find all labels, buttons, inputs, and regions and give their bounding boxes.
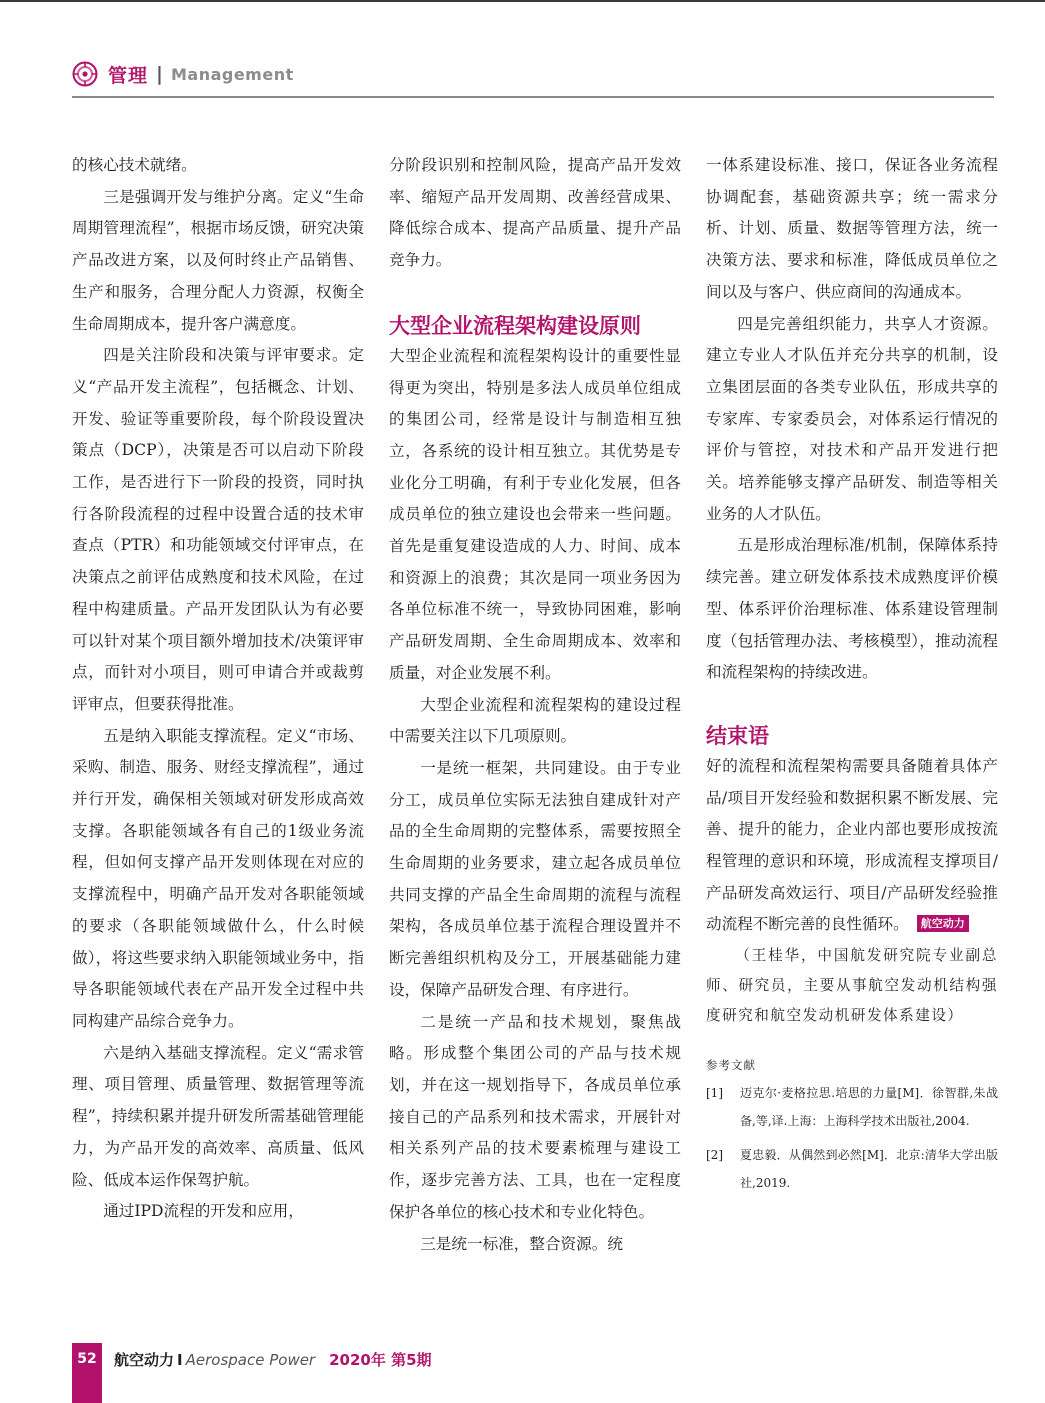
- column-right: [706, 150, 998, 1197]
- section-title-cn: 管理: [108, 64, 149, 87]
- conclusion-text: 好的流程和流程架构需要具备随着具体产品/项目开发经验和数据积累不断发展、完善、提升的能力，企业内部也要形成按流程管理的意识和环境，形成流程支撑项目/产品研发高效运行、项目/产品研发经验推动流程不断完善的良性循环。: [706, 756, 998, 934]
- top-rule: [0, 0, 1045, 2]
- paragraph: 四是完善组织能力，共享人才资源。建立专业人才队伍并充分共享的机制，设立集团层面的各类专业队伍，形成共享的专家库、专家委员会，对体系运行情况的评价与管控，对技术和产品开发进行把关。培养能够支撑产品研发、制造等相关业务的人才队伍。: [706, 314, 998, 523]
- journal-name-en: Aerospace Power: [185, 1351, 316, 1369]
- reference-text: 迈克尔·麦格拉思.培思的力量[M]．徐智群,朱战备,等,译.上海：上海科学技术出版社,2004.: [740, 1086, 998, 1129]
- reference-item: [706, 1079, 998, 1135]
- journal-emblem-icon: [72, 61, 98, 87]
- paragraph: 二是统一产品和技术规划，聚焦战略。形成整个集团公司的产品与技术规划，并在这一规划指导下，各成员单位承接自己的产品系列和技术需求，开展针对相关系列产品的技术要素梳理与建设工作，逐步完善方法、工具，也在一定程度保护各单位的核心技术和专业化特色。: [389, 1012, 681, 1221]
- conclusion-paragraph: [706, 751, 998, 941]
- column-middle: [389, 150, 681, 1260]
- paragraph: 五是形成治理标准/机制，保障体系持续完善。建立研发体系技术成熟度评价模型、体系评价治理标准、体系建设管理制度（包括管理办法、考核模型），推动流程和流程架构的持续改进。: [706, 536, 998, 682]
- footer-journal: [114, 1349, 432, 1370]
- reference-number: [2]: [706, 1148, 723, 1163]
- paragraph: 一是统一框架，共同建设。由于专业分工，成员单位实际无法独自建成针对产品的全生命周期的完整体系，需要按照全生命周期的业务要求，建立起各成员单位共同支撑的产品全生命周期的流程与流程架构，各成员单位基于流程合理设置并不断完善组织机构及分工，开展基础能力建设，保障产品研发合理、有序进行。: [389, 758, 681, 999]
- column-left: [72, 150, 364, 1228]
- section-header: [72, 58, 294, 90]
- header-rule: [72, 96, 994, 98]
- paragraph: 的核心技术就绪。: [72, 156, 197, 174]
- reference-item: [706, 1141, 998, 1197]
- author-note: （王桂华，中国航发研究院专业副总师、研究员，主要从事航空发动机结构强度研究和航空发动机研发体系建设）: [706, 947, 998, 1025]
- references-title: 参考文献: [706, 1058, 756, 1073]
- paragraph: 大型企业流程和流程架构设计的重要性显得更为突出，特别是多法人成员单位组成的集团公司，经常是设计与制造相互独立，各系统的设计相互独立。其优势是专业化分工明确，有利于专业化发展，但各成员单位的独立建设也会带来一些问题。首先是重复建设造成的人力、时间、成本和资源上的浪费；其次是同一项业务因为各单位标准不统一，导致协同困难，影响产品研发周期、全生命周期成本、效率和质量，对企业发展不利。: [389, 346, 681, 682]
- footer-separator: I: [177, 1351, 183, 1369]
- page-number: 52: [77, 1351, 97, 1367]
- paragraph: 六是纳入基础支撑流程。定义“需求管理、项目管理、质量管理、数据管理等流程”，持续积累并提升研发所需基础管理能力，为产品开发的高效率、高质量、低风险、低成本运作保驾护航。: [72, 1043, 364, 1189]
- journal-issue: 2020年 第5期: [329, 1351, 432, 1369]
- paragraph: 三是统一标准，整合资源。统: [420, 1234, 623, 1253]
- journal-name-cn: 航空动力: [114, 1351, 175, 1369]
- paragraph: 三是强调开发与维护分离。定义“生命周期管理流程”，根据市场反馈，研究决策产品改进方案，以及何时终止产品销售、生产和服务，合理分配人力资源，权衡全生命周期成本，提升客户满意度。: [72, 187, 364, 333]
- section-title-en: Management: [170, 64, 294, 84]
- conclusion-heading: 结束语: [706, 723, 769, 748]
- section-heading: 大型企业流程架构建设原则: [389, 313, 641, 338]
- paragraph: 四是关注阶段和决策与评审要求。定义“产品开发主流程”，包括概念、计划、开发、验证等重要阶段，每个阶段设置决策点（DCP），决策是否可以启动下阶段工作，是否进行下一阶段的投资，同时执行各阶段流程的过程中设置合适的技术审查点（PTR）和功能领域交付评审点，在决策点之前评估成熟度和技术风险，在过程中构建质量。产品开发团队认为有必要可以针对某个项目额外增加技术/决策评审点，而针对小项目，则可申请合并或裁剪评审点，但要获得批准。: [72, 346, 364, 713]
- reference-number: [1]: [706, 1086, 723, 1101]
- paragraph: 一体系建设标准、接口，保证各业务流程协调配套，基础资源共享；统一需求分析、计划、质量、数据等管理方法，统一决策方法、要求和标准，降低成员单位之间以及与客户、供应商间的沟通成本。: [706, 156, 998, 301]
- paragraph: 分阶段识别和控制风险，提高产品开发效率、缩短产品开发周期、改善经营成果、降低综合成本、提高产品质量、提升产品竞争力。: [389, 156, 681, 270]
- section-separator: |: [156, 63, 163, 85]
- reference-text: 夏忠毅．从偶然到必然[M]．北京:清华大学出版社,2019.: [740, 1148, 998, 1191]
- end-mark-badge: 航空动力: [917, 915, 969, 932]
- paragraph: 通过IPD流程的开发和应用，: [103, 1202, 304, 1221]
- paragraph: 五是纳入职能支撑流程。定义“市场、采购、制造、服务、财经支撑流程”，通过并行开发，确保相关领域对研发形成高效支撑。各职能领域各有自己的1级业务流程，但如何支撑产品开发则体现在对应的支撑流程中，明确产品开发对各职能领域的要求（各职能领域做什么，什么时候做），将这些要求纳入职能领域业务中，指导各职能领域代表在产品开发全过程中共同构建产品综合竞争力。: [72, 726, 364, 1030]
- paragraph: 大型企业流程和流程架构的建设过程中需要关注以下几项原则。: [389, 695, 681, 746]
